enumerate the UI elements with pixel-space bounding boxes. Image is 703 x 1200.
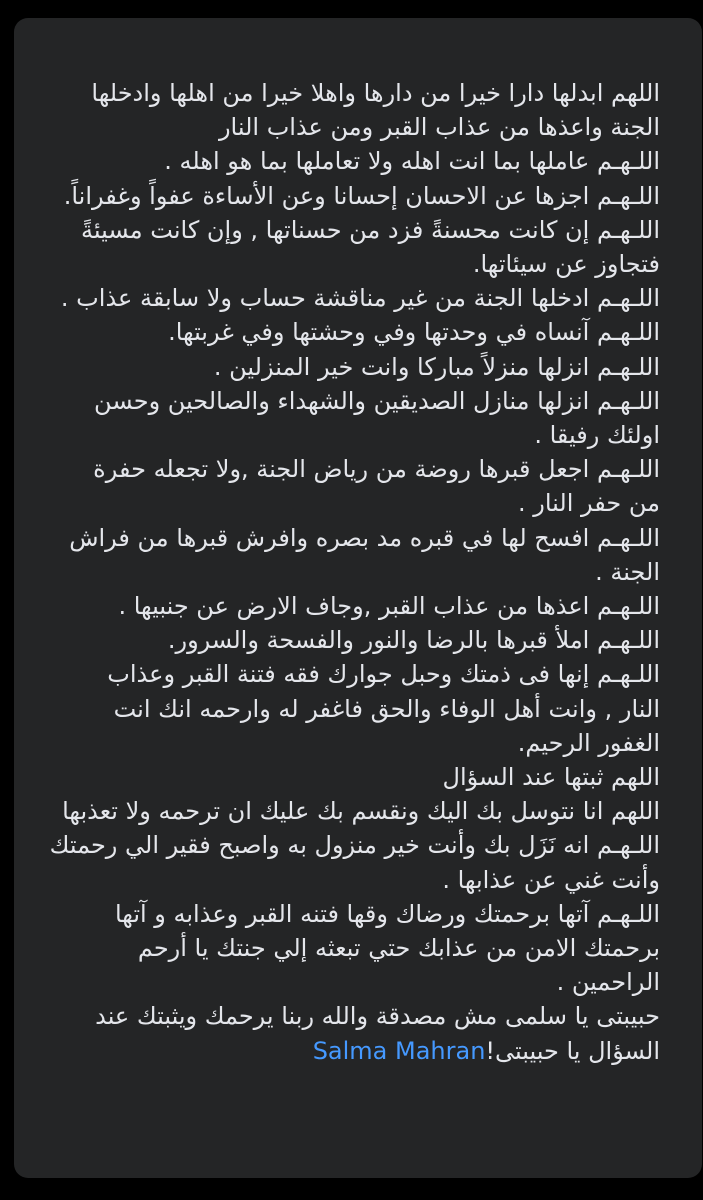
post-line: الجنة .	[595, 557, 660, 586]
post-line: اللـهـم إنها فى ذمتك وحبل جوارك فقه فتنة القبر وعذاب	[107, 660, 660, 689]
post-line: اللهم انا نتوسل بك اليك ونقسم بك عليك ان ترحمه ولا تعذبها	[62, 797, 660, 826]
post-card	[14, 18, 702, 1178]
post-line: من حفر النار .	[518, 489, 660, 518]
post-line: اللـهـم انزلها منازل الصديقين والشهداء والصالحين وحسن	[94, 386, 660, 415]
post-line: اللـهـم ادخلها الجنة من غير مناقشة حساب ولا سابقة عذاب .	[60, 284, 660, 313]
post-line: اللهم ثبتها عند السؤال	[442, 763, 660, 792]
post-line: اللـهـم انه نَزَل بك وأنت خير منزول به واصبح فقير الي رحمتك	[49, 831, 660, 860]
post-line: اللـهـم إن كانت محسنةً فزد من حسناتها , وإن كانت مسيئةً	[81, 215, 660, 244]
post-line: الجنة واعذها من عذاب القبر ومن عذاب النار	[218, 113, 660, 142]
post-line: اللـهـم افسح لها في قبره مد بصره وافرش قبرها من فراش	[69, 523, 660, 552]
post-line: وأنت غني عن عذابها .	[442, 865, 660, 894]
post-last-line	[48, 1034, 660, 1068]
post-line: اللـهـم عاملها بما انت اهله ولا تعاملها بما هو اهله .	[164, 147, 660, 176]
post-line: حبيبتى يا سلمى مش مصدقة والله ربنا يرحمك ويثبتك عند	[95, 1002, 660, 1031]
post-line: اللـهـم اجزها عن الاحسان إحسانا وعن الأساءة عفواً وغفراناً.	[63, 181, 660, 210]
post-line: اللـهـم اعذها من عذاب القبر ,وجاف الارض عن جنبيها .	[118, 592, 660, 621]
post-line: اللـهـم آنساه في وحدتها وفي وحشتها وفي غربتها.	[168, 318, 660, 347]
post-line: الراحمين .	[556, 968, 660, 997]
post-last-line-text: السؤال يا حبيبتى!	[485, 1036, 660, 1065]
mention-link-salma-mahran[interactable]: Salma Mahran	[312, 1036, 486, 1065]
post-line: اللـهـم اجعل قبرها روضة من رياض الجنة ,ولا تجعله حفرة	[93, 455, 660, 484]
post-body	[48, 76, 660, 1068]
post-line: النار , وانت أهل الوفاء والحق فاغفر له وارحمه انك انت	[113, 694, 660, 723]
post-line: الغفور الرحيم.	[517, 728, 660, 757]
post-line: اللـهـم املأ قبرها بالرضا والنور والفسحة والسرور.	[167, 626, 660, 655]
post-line: اللهم ابدلها دارا خيرا من دارها واهلا خيرا من اهلها وادخلها	[91, 79, 660, 107]
post-line: اولئك رفيقا .	[534, 421, 660, 450]
post-line: برحمتك الامن من عذابك حتي تبعثه إلي جنتك يا أرحم	[137, 934, 660, 963]
post-line: اللـهـم انزلها منزلاً مباركا وانت خير المنزلين .	[213, 352, 660, 381]
post-line: اللـهـم آتها برحمتك ورضاك وقها فتنه القبر وعذابه و آتها	[114, 899, 660, 928]
post-line: فتجاوز عن سيئاتها.	[472, 250, 660, 279]
